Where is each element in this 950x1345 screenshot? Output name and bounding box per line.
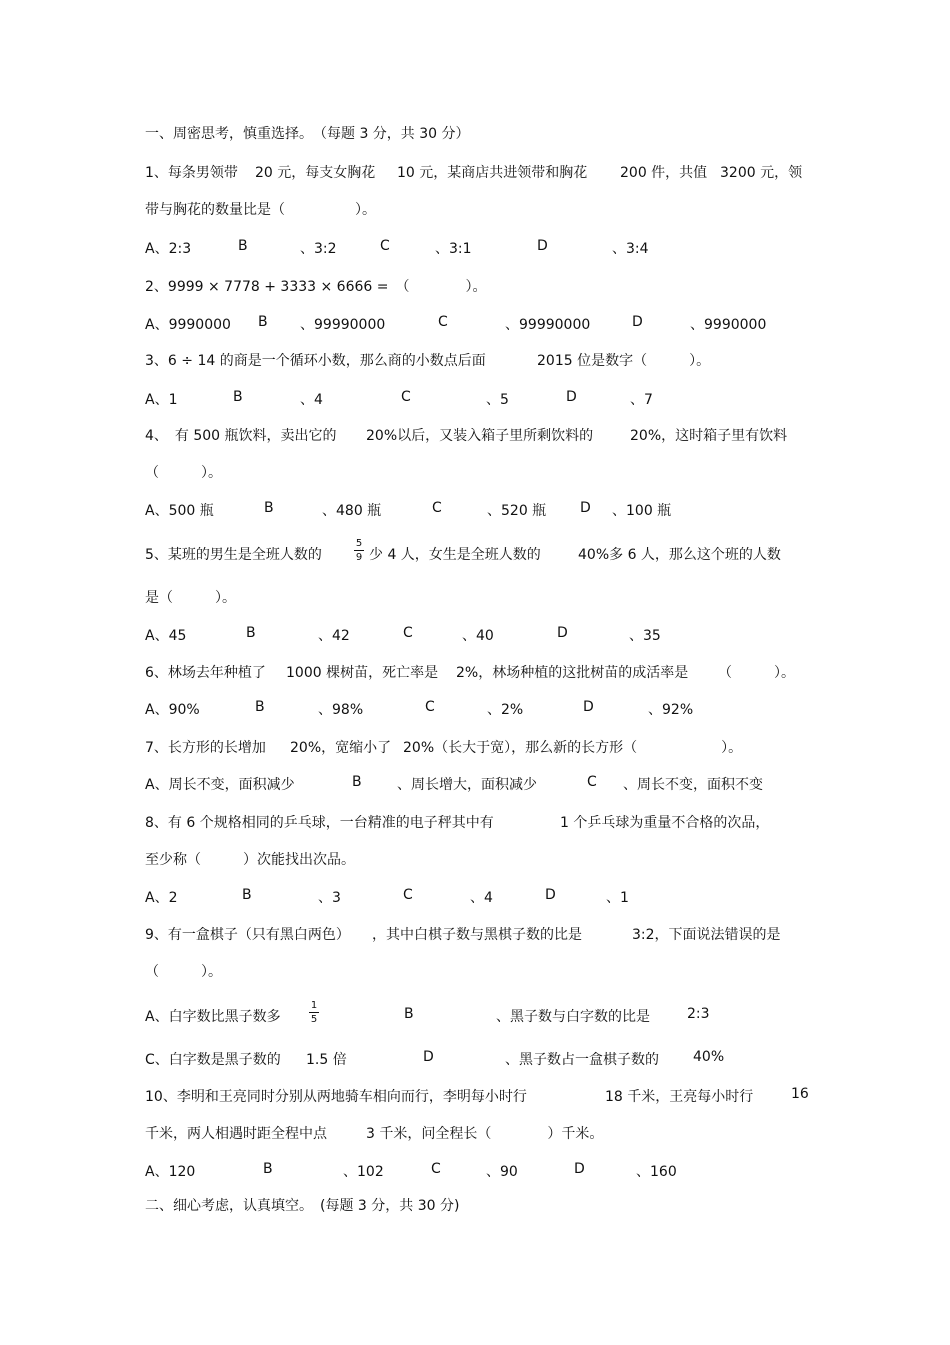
option-b: 、42 [318,628,350,644]
option-a: A、45 [145,628,187,644]
option-c-value: 1.5 倍 [306,1052,347,1068]
option-c: 、99990000 [505,317,591,333]
q6-text: （ ）。 [718,665,795,681]
q1-text: 200 件，共值 [620,165,708,181]
option-c: 、90 [486,1164,518,1180]
option-b-label: B [263,1161,273,1177]
option-c-label: C [587,774,597,790]
q10-text: 16 [791,1086,809,1102]
fraction-1-5 [308,1000,320,1025]
fraction-numerator: 1 [310,1000,318,1011]
option-b-label: B [404,1006,414,1022]
option-d-label: D [583,699,594,715]
q7-text: 7、长方形的长增加 [145,740,266,756]
fraction-5-9 [353,538,365,563]
option-d-value: 40% [693,1049,725,1065]
option-d-label: D [566,389,577,405]
q5-text: 5、某班的男生是全班人数的 [145,547,322,563]
option-d: 、100 瓶 [612,503,672,519]
option-b-label: B [258,314,268,330]
option-a: A、500 瓶 [145,503,214,519]
section-1-heading: 一、周密思考，慎重选择。 （每题 3 分，共 30 分） [145,126,470,142]
option-d: 、1 [606,890,629,906]
q4-text: （ ）。 [145,465,222,481]
option-b-value: 2:3 [687,1006,710,1022]
fraction-numerator: 5 [355,538,363,549]
q9-text: ，其中白棋子数与黑棋子数的比是 [372,927,582,943]
option-d: 、160 [636,1164,677,1180]
section-2-heading: 二、细心考虑，认真填空。 (每题 3 分，共 30 分) [145,1198,460,1214]
q10-text: 18 千米，王亮每小时行 [605,1089,754,1105]
option-c-label: C [403,887,413,903]
q5-text: 少 4 人，女生是全班人数的 [369,547,541,563]
option-c: C、白字数是黑子数的 [145,1052,281,1068]
option-c-label: C [432,500,442,516]
option-c: 、40 [462,628,494,644]
option-b-label: B [264,500,274,516]
q8-text: 1 个乒乓球为重量不合格的次品， [560,815,770,831]
option-c: 、2% [487,702,524,718]
q3-text: 2015 位是数字（ ）。 [537,353,711,369]
q9-text: （ ）。 [145,964,222,980]
option-b-label: B [233,389,243,405]
option-a: A、90% [145,702,200,718]
option-b: 、98% [318,702,364,718]
option-a: A、1 [145,392,178,408]
q6-text: 2%，林场种植的这批树苗的成活率是 [456,665,689,681]
option-d: 、黑子数占一盒棋子数的 [505,1052,659,1068]
fraction-denominator: 5 [310,1014,318,1025]
option-c-label: C [401,389,411,405]
q10-text: 千米，两人相遇时距全程中点 [145,1126,327,1142]
option-c-label: C [380,238,390,254]
option-d: 、92% [648,702,694,718]
q10-text: 10、李明和王亮同时分别从两地骑车相向而行，李明每小时行 [145,1089,527,1105]
q1-text: 20 元，每支女胸花 [255,165,376,181]
q2-text: 2、9999 × 7778 + 3333 × 6666 = （ ）。 [145,279,487,295]
option-d: 、9990000 [690,317,767,333]
option-b: 、4 [300,392,323,408]
option-a: A、9990000 [145,317,231,333]
option-c-label: C [431,1161,441,1177]
option-b-label: B [352,774,362,790]
option-b-label: B [246,625,256,641]
q1-text: 1、每条男领带 [145,165,238,181]
q1-text: 3200 元，领 [720,165,803,181]
option-d: 、3:4 [612,241,649,257]
option-a: A、120 [145,1164,196,1180]
option-b: 、黑子数与白字数的比是 [496,1009,650,1025]
option-d-label: D [545,887,556,903]
option-b: 、102 [343,1164,384,1180]
option-b-label: B [242,887,252,903]
q7-text: 20%，宽缩小了 [290,740,392,756]
option-c: 、周长不变，面积不变 [623,777,763,793]
option-a: A、2 [145,890,178,906]
option-d-label: D [557,625,568,641]
option-c-label: C [403,625,413,641]
option-c: 、5 [486,392,509,408]
option-a: A、白字数比黑子数多 [145,1009,281,1025]
option-c-label: C [438,314,448,330]
q8-text: 至少称（ ）次能找出次品。 [145,852,355,868]
option-c-label: C [425,699,435,715]
q3-text: 3、6 ÷ 14 的商是一个循环小数，那么商的小数点后面 [145,353,486,369]
q6-text: 6、林场去年种植了 [145,665,266,681]
q4-text: 4、 有 500 瓶饮料，卖出它的 [145,428,337,444]
q5-text: 40%多 6 人，那么这个班的人数 [578,547,781,563]
q1-text: 带与胸花的数量比是（ ）。 [145,202,376,218]
option-c: 、4 [470,890,493,906]
option-c: 、3:1 [435,241,472,257]
option-d-label: D [580,500,591,516]
q8-text: 8、有 6 个规格相同的乒乓球，一台精准的电子秤其中有 [145,815,494,831]
q9-text: 9、有一盒棋子（只有黑白两色） [145,927,350,943]
q4-text: 20%，这时箱子里有饮料 [630,428,788,444]
option-b: 、3:2 [300,241,337,257]
option-b-label: B [238,238,248,254]
option-d-label: D [632,314,643,330]
q5-text: 是（ ）。 [145,590,236,606]
option-d-label: D [423,1049,434,1065]
q7-text: 20%（长大于宽），那么新的长方形（ ）。 [403,740,743,756]
option-d: 、35 [629,628,661,644]
option-b: 、99990000 [300,317,386,333]
q10-text: 3 千米，问全程长（ ）千米。 [366,1126,604,1142]
q9-text: 3:2，下面说法错误的是 [632,927,781,943]
q6-text: 1000 棵树苗，死亡率是 [286,665,439,681]
option-a: A、周长不变，面积减少 [145,777,295,793]
option-a: A、2:3 [145,241,192,257]
fraction-denominator: 9 [355,552,363,563]
option-d: 、7 [630,392,653,408]
option-c: 、520 瓶 [487,503,547,519]
q1-text: 10 元，某商店共进领带和胸花 [397,165,588,181]
option-b: 、480 瓶 [322,503,382,519]
option-d-label: D [537,238,548,254]
q4-text: 20%以后，又装入箱子里所剩饮料的 [366,428,594,444]
option-b-label: B [255,699,265,715]
option-b: 、周长增大，面积减少 [397,777,537,793]
option-b: 、3 [318,890,341,906]
option-d-label: D [574,1161,585,1177]
